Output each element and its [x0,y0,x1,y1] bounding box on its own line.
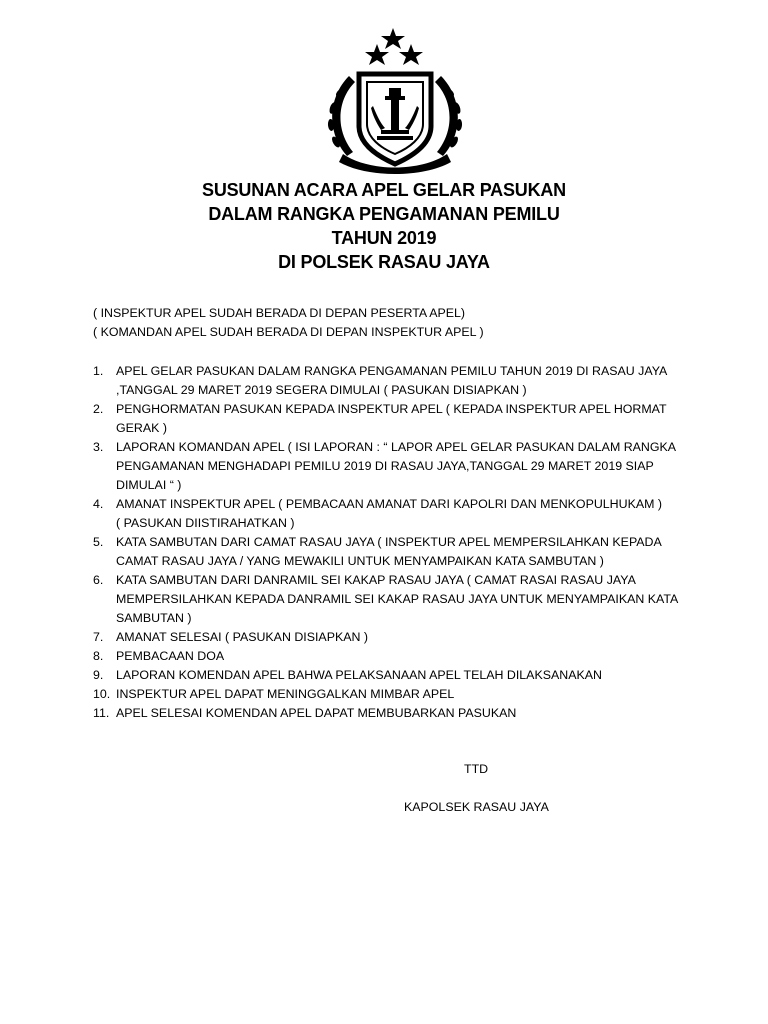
item-number: 2. [93,402,104,416]
list-item [93,400,713,438]
item-text-line: KATA SAMBUTAN DARI DANRAMIL SEI KAKAP RASAU JAYA ( CAMAT RASAI RASAU JAYA [116,573,636,587]
item-text-line: KATA SAMBUTAN DARI CAMAT RASAU JAYA ( INSPEKTUR APEL MEMPERSILAHKAN KEPADA [116,535,662,549]
item-text-line: AMANAT SELESAI ( PASUKAN DISIAPKAN ) [116,630,369,644]
agenda-list [93,362,713,723]
item-number: 9. [93,668,104,682]
list-item [93,533,713,571]
item-text-line: ,TANGGAL 29 MARET 2019 SEGERA DIMULAI ( PASUKAN DISIAPKAN ) [116,383,527,397]
signature-name: KAPOLSEK RASAU JAYA [404,800,549,814]
preamble-notes [93,304,484,342]
item-number: 5. [93,535,104,549]
title-line: DI POLSEK RASAU JAYA [278,252,490,272]
police-emblem-icon [319,26,471,176]
list-item [93,628,713,647]
item-number: 6. [93,573,104,587]
item-text-line: SAMBUTAN ) [116,611,192,625]
item-number: 10. [93,687,111,701]
title-line: SUSUNAN ACARA APEL GELAR PASUKAN [202,180,566,200]
title-line: DALAM RANGKA PENGAMANAN PEMILU [208,204,560,224]
item-text-line: GERAK ) [116,421,167,435]
list-item [93,685,713,704]
item-number: 4. [93,497,104,511]
note-line: ( INSPEKTUR APEL SUDAH BERADA DI DEPAN PESERTA APEL) [93,306,466,320]
item-text-line: CAMAT RASAU JAYA / YANG MEWAKILI UNTUK MENYAMPAIKAN KATA SAMBUTAN ) [116,554,604,568]
title-line: TAHUN 2019 [331,228,437,248]
item-number: 3. [93,440,104,454]
list-item [93,647,713,666]
list-item [93,704,713,723]
item-text-line: INSPEKTUR APEL DAPAT MENINGGALKAN MIMBAR APEL [116,687,455,701]
list-item [93,571,713,628]
item-number: 1. [93,364,104,378]
item-text-line: LAPORAN KOMANDAN APEL ( ISI LAPORAN : “ LAPOR APEL GELAR PASUKAN DALAM RANGKA [116,440,677,454]
item-text-line: AMANAT INSPEKTUR APEL ( PEMBACAAN AMANAT DARI KAPOLRI DAN MENKOPULHUKAM ) [116,497,662,511]
item-number: 7. [93,630,104,644]
item-text-line: ( PASUKAN DIISTIRAHATKAN ) [116,516,295,530]
item-text-line: APEL SELESAI KOMENDAN APEL DAPAT MEMBUBARKAN PASUKAN [116,706,517,720]
document-title [0,178,768,274]
signature-ttd: TTD [464,762,489,776]
item-text-line: PEMBACAAN DOA [116,649,225,663]
list-item [93,438,713,495]
item-text-line: LAPORAN KOMENDAN APEL BAHWA PELAKSANAAN APEL TELAH DILAKSANAKAN [116,668,602,682]
item-text-line: PENGHORMATAN PASUKAN KEPADA INSPEKTUR APEL ( KEPADA INSPEKTUR APEL HORMAT [116,402,667,416]
item-text-line: PENGAMANAN MENGHADAPI PEMILU 2019 DI RASAU JAYA,TANGGAL 29 MARET 2019 SIAP [116,459,654,473]
item-text-line: DIMULAI “ ) [116,478,182,492]
note-line: ( KOMANDAN APEL SUDAH BERADA DI DEPAN INSPEKTUR APEL ) [93,325,484,339]
item-text-line: MEMPERSILAHKAN KEPADA DANRAMIL SEI KAKAP RASAU JAYA UNTUK MENYAMPAIKAN KATA [116,592,679,606]
item-number: 11. [93,706,110,720]
list-item [93,666,713,685]
item-number: 8. [93,649,104,663]
item-text-line: APEL GELAR PASUKAN DALAM RANGKA PENGAMANAN PEMILU TAHUN 2019 DI RASAU JAYA [116,364,668,378]
list-item [93,495,713,533]
list-item [93,362,713,400]
